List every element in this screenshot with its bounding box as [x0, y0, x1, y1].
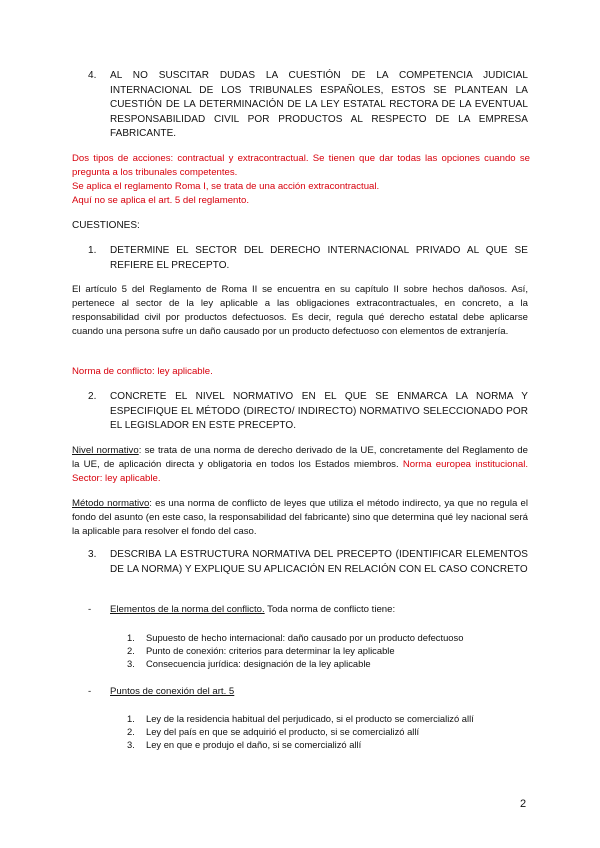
puntos-bullet	[88, 686, 235, 697]
cuestiones-heading: CUESTIONES:	[72, 220, 140, 231]
elementos-bullet	[88, 604, 396, 615]
question-3-number: 3.	[88, 549, 97, 560]
question-1-number: 1.	[88, 245, 97, 256]
question-1-text: DETERMINE EL SECTOR DEL DERECHO INTERNACIONAL PRIVADO AL QUE SE REFIERE EL PRECEPTO.	[110, 245, 528, 271]
red-note-line-1: Dos tipos de acciones: contractual y extracontractual. Se tienen que dar todas las opciones cuando se pregunta a los tribunales competentes.	[72, 153, 530, 178]
question-1-red-note: Norma de conflicto: ley aplicable.	[72, 366, 213, 377]
nivel-normativo-text: : se trata de una norma de derecho derivado de la UE, concretamente del Reglamento de la UE, de aplicación directa y obligatoria en todos los Estados miembros.	[72, 445, 528, 470]
red-note-line-3: Aquí no se aplica el art. 5 del reglamento.	[72, 195, 250, 206]
question-1-answer: El artículo 5 del Reglamento de Roma II se encuentra en su capítulo II sobre hechos dañosos. Así, pertenece al sector de la ley aplicable a las obligaciones extracontractuales, en concreto, a la responsabilidad civil por productos defectuosos. Es decir, regula qué derecho estatal debe aplicarse cuando una persona sufre un daño causado por un producto defectuoso con elementos de extranjería.	[72, 284, 528, 337]
metodo-normativo-paragraph	[72, 497, 528, 539]
puntos-label: Puntos de conexión del art. 5	[110, 686, 235, 697]
elementos-text: Toda norma de conflicto tiene:	[264, 604, 396, 615]
dash-marker: -	[88, 604, 92, 615]
elementos-label: Elementos de la norma del conflicto.	[110, 604, 265, 615]
nivel-normativo-label: Nivel normativo	[72, 445, 139, 456]
red-note-line-2: Se aplica el reglamento Roma I, se trata de una acción extracontractual.	[72, 181, 380, 192]
dash-marker: -	[88, 686, 92, 697]
metodo-normativo-text: : es una norma de conflicto de leyes que utiliza el método indirecto, ya que no regula el fondo del asunto (en este caso, la responsabilidad del fabricante) sino que determina qué ley nacional será la aplicable para resolver el fondo del caso.	[72, 498, 528, 537]
item-4-text: AL NO SUSCITAR DUDAS LA CUESTIÓN DE LA COMPETENCIA JUDICIAL INTERNACIONAL DE LOS TRIBUNALES ESPAÑOLES, ESTOS SE PLANTEAN LA CUESTIÓN DE LA DETERMINACIÓN DE LA LEY ESTATAL RECTORA DE LA EVENTUAL RESPONSABILIDAD CIVIL POR PRODUCTOS AL RESPECTO DE LA EMPRESA FABRICANTE.	[110, 70, 528, 139]
metodo-normativo-label: Método normativo	[72, 498, 150, 509]
nivel-normativo-red: Norma europea institucional. Sector: ley aplicable.	[72, 459, 528, 484]
page-number: 2	[520, 798, 527, 810]
nivel-normativo-paragraph	[72, 444, 528, 486]
red-note	[72, 152, 530, 208]
item-4-number: 4.	[88, 70, 97, 81]
question-3-text: DESCRIBA LA ESTRUCTURA NORMATIVA DEL PRECEPTO (IDENTIFICAR ELEMENTOS DE LA NORMA) Y EXPLIQUE SU APLICACIÓN EN RELACIÓN CON EL CASO CONCRETO	[110, 549, 528, 575]
document-page: 4. AL NO SUSCITAR DUDAS LA CUESTIÓN DE LA COMPETENCIA JUDICIAL INTERNACIONAL DE LOS TRIBUNALES ESPAÑOLES, ESTOS SE PLANTEAN LA CUESTIÓN DE LA DETERMINACIÓN DE LA LEY ESTATAL RECTORA DE LA EVENTUAL RESPONSABILIDAD CIVIL POR PRODUCTOS AL RESPECTO DE LA EMPRESA FABRICANTE. Dos tipos de acciones: contractual y extracontractual. Se tienen que dar todas las opciones cuando se pregunta a los tribunales competentes. Se aplica el reglamento Roma I, se trata de una acción extracontractual. Aquí no se aplica el art. 5 del reglamento. CUESTIONES: 1. DETERMINE EL SECTOR DEL DERECHO INTERNACIONAL PRIVADO AL QUE SE REFIERE EL PRECEPTO. El artículo 5 del Reglamento de Roma II se encuentra en su capítulo II sobre hechos dañosos. Así, pertenece al sector de la ley aplicable a las obligaciones extracontractuales, en concreto, a la responsabilidad civil por productos defectuosos. Es decir, regula qué derecho estatal debe aplicarse cuando una persona sufre un daño causado por un producto defectuoso con elementos de extranjería. Norma de conflicto: ley aplicable. 2. CONCRETE EL NIVEL NORMATIVO EN EL QUE SE ENMARCA LA NORMA Y ESPECIFIQUE EL MÉTODO (DIRECTO/ INDIRECTO) NORMATIVO SELECCIONADO POR EL LEGISLADOR EN ESTE PRECEPTO. Nivel normativo: se trata de una norma de derecho derivado de la UE, concretamente del Reglamento de la UE, de aplicación directa y obligatoria en todos los Estados miembros. Norma europea institucional. Sector: ley aplicable. Método normativo: es una norma de conflicto de leyes que utiliza el método indirecto, ya que no regula el fondo del asunto (en este caso, la responsabilidad del fabricante) sino que determina qué ley nacional será la aplicable para resolver el fondo del caso. 3. DESCRIBA LA ESTRUCTURA NORMATIVA DEL PRECEPTO (IDENTIFICAR ELEMENTOS DE LA NORMA) Y EXPLIQUE SU APLICACIÓN EN RELACIÓN CON EL CASO CONCRETO - Elementos de la norma del conflicto. Toda norma de conflicto tiene: 1. Supuesto de hecho internacional: daño causado por un producto defectuoso 2. Punto de conexión: criterios para determinar la ley aplicable 3. Consecuencia jurídica: designación de la ley aplicable - Puntos de conexión del art. 5 1. Ley de la residencia habitual del perjudicado, si el producto se comercializó allí 2. Ley del país en que se adquirió el producto, si se comercializó allí 3. Ley en que e produjo el daño, si se comercializó allí 2	[72, 70, 530, 810]
question-2-text: CONCRETE EL NIVEL NORMATIVO EN EL QUE SE ENMARCA LA NORMA Y ESPECIFIQUE EL MÉTODO (DIRECTO/ INDIRECTO) NORMATIVO SELECCIONADO POR EL LEGISLADOR EN ESTE PRECEPTO.	[110, 391, 528, 431]
question-2-number: 2.	[88, 391, 97, 402]
